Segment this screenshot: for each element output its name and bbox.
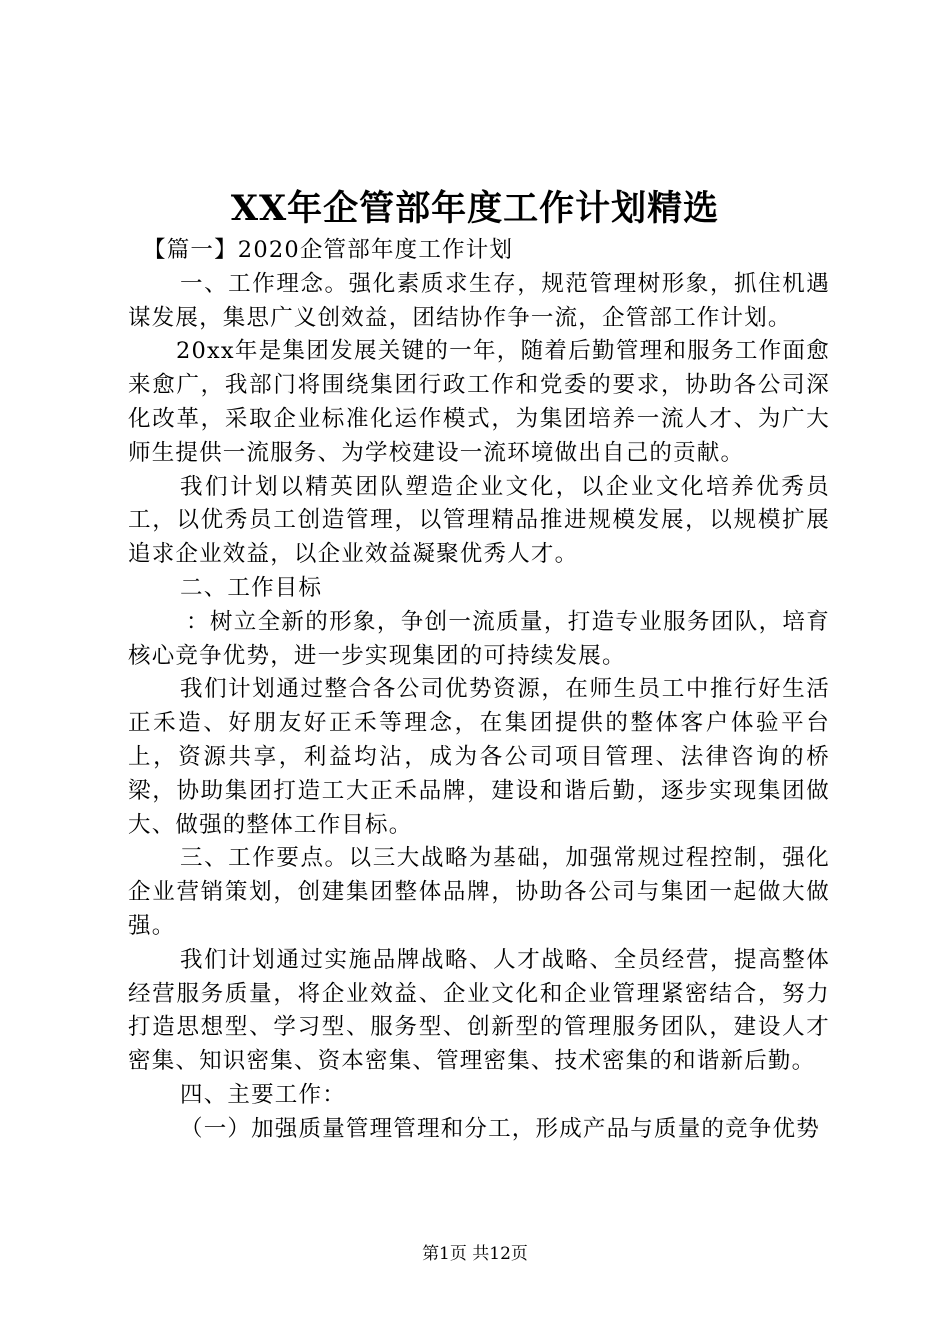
paragraph: 20xx年是集团发展关键的一年，随着后勤管理和服务工作面愈来愈广，我部门将围绕集团行政工作和党委的要求，协助各公司深化改革，采取企业标准化运作模式，为集团培养一流人才、为广大师生提供一流服务、为学校建设一流环境做出自己的贡献。 [128,338,830,466]
paragraph: 我们计划以精英团队塑造企业文化，以企业文化培养优秀员工，以优秀员工创造管理，以管理精品推进规模发展，以规模扩展追求企业效益，以企业效益凝聚优秀人才。 [128,473,830,568]
paragraph: 三、工作要点。以三大战略为基础，加强常规过程控制，强化企业营销策划，创建集团整体品牌，协助各公司与集团一起做大做强。 [128,845,830,939]
section-heading: 【篇一】2020企管部年度工作计划 [143,237,514,263]
document-body [128,234,830,1147]
paragraph: 四、主要工作： [180,1081,346,1108]
paragraph: 二、工作目标 [180,574,323,601]
paragraph: ：树立全新的形象，争创一流质量，打造专业服务团队，培育核心竞争优势，进一步实现集团的可持续发展。 [128,608,830,669]
paragraph: （一）加强质量管理管理和分工，形成产品与质量的竞争优势 [180,1115,820,1142]
paragraph: 我们计划通过整合各公司优势资源，在师生员工中推行好生活正禾造、好朋友好正禾等理念，在集团提供的整体客户体验平台上，资源共享，利益均沾，成为各公司项目管理、法律咨询的桥梁，协助集团打造工大正禾品牌，建设和谐后勤，逐步实现集团做大、做强的整体工作目标。 [128,676,830,838]
paragraph: 我们计划通过实施品牌战略、人才战略、全员经营，提高整体经营服务质量，将企业效益、企业文化和企业管理紧密结合，努力打造思想型、学习型、服务型、创新型的管理服务团队，建设人才密集、知识密集、资本密集、管理密集、技术密集的和谐新后勤。 [128,946,830,1075]
paragraph: 一、工作理念。强化素质求生存，规范管理树形象，抓住机遇谋发展，集思广义创效益，团结协作争一流，企管部工作计划。 [128,270,830,331]
page-number: 第1页 共12页 [422,1244,528,1264]
document-title: XX年企管部年度工作计划精选 [230,188,720,229]
